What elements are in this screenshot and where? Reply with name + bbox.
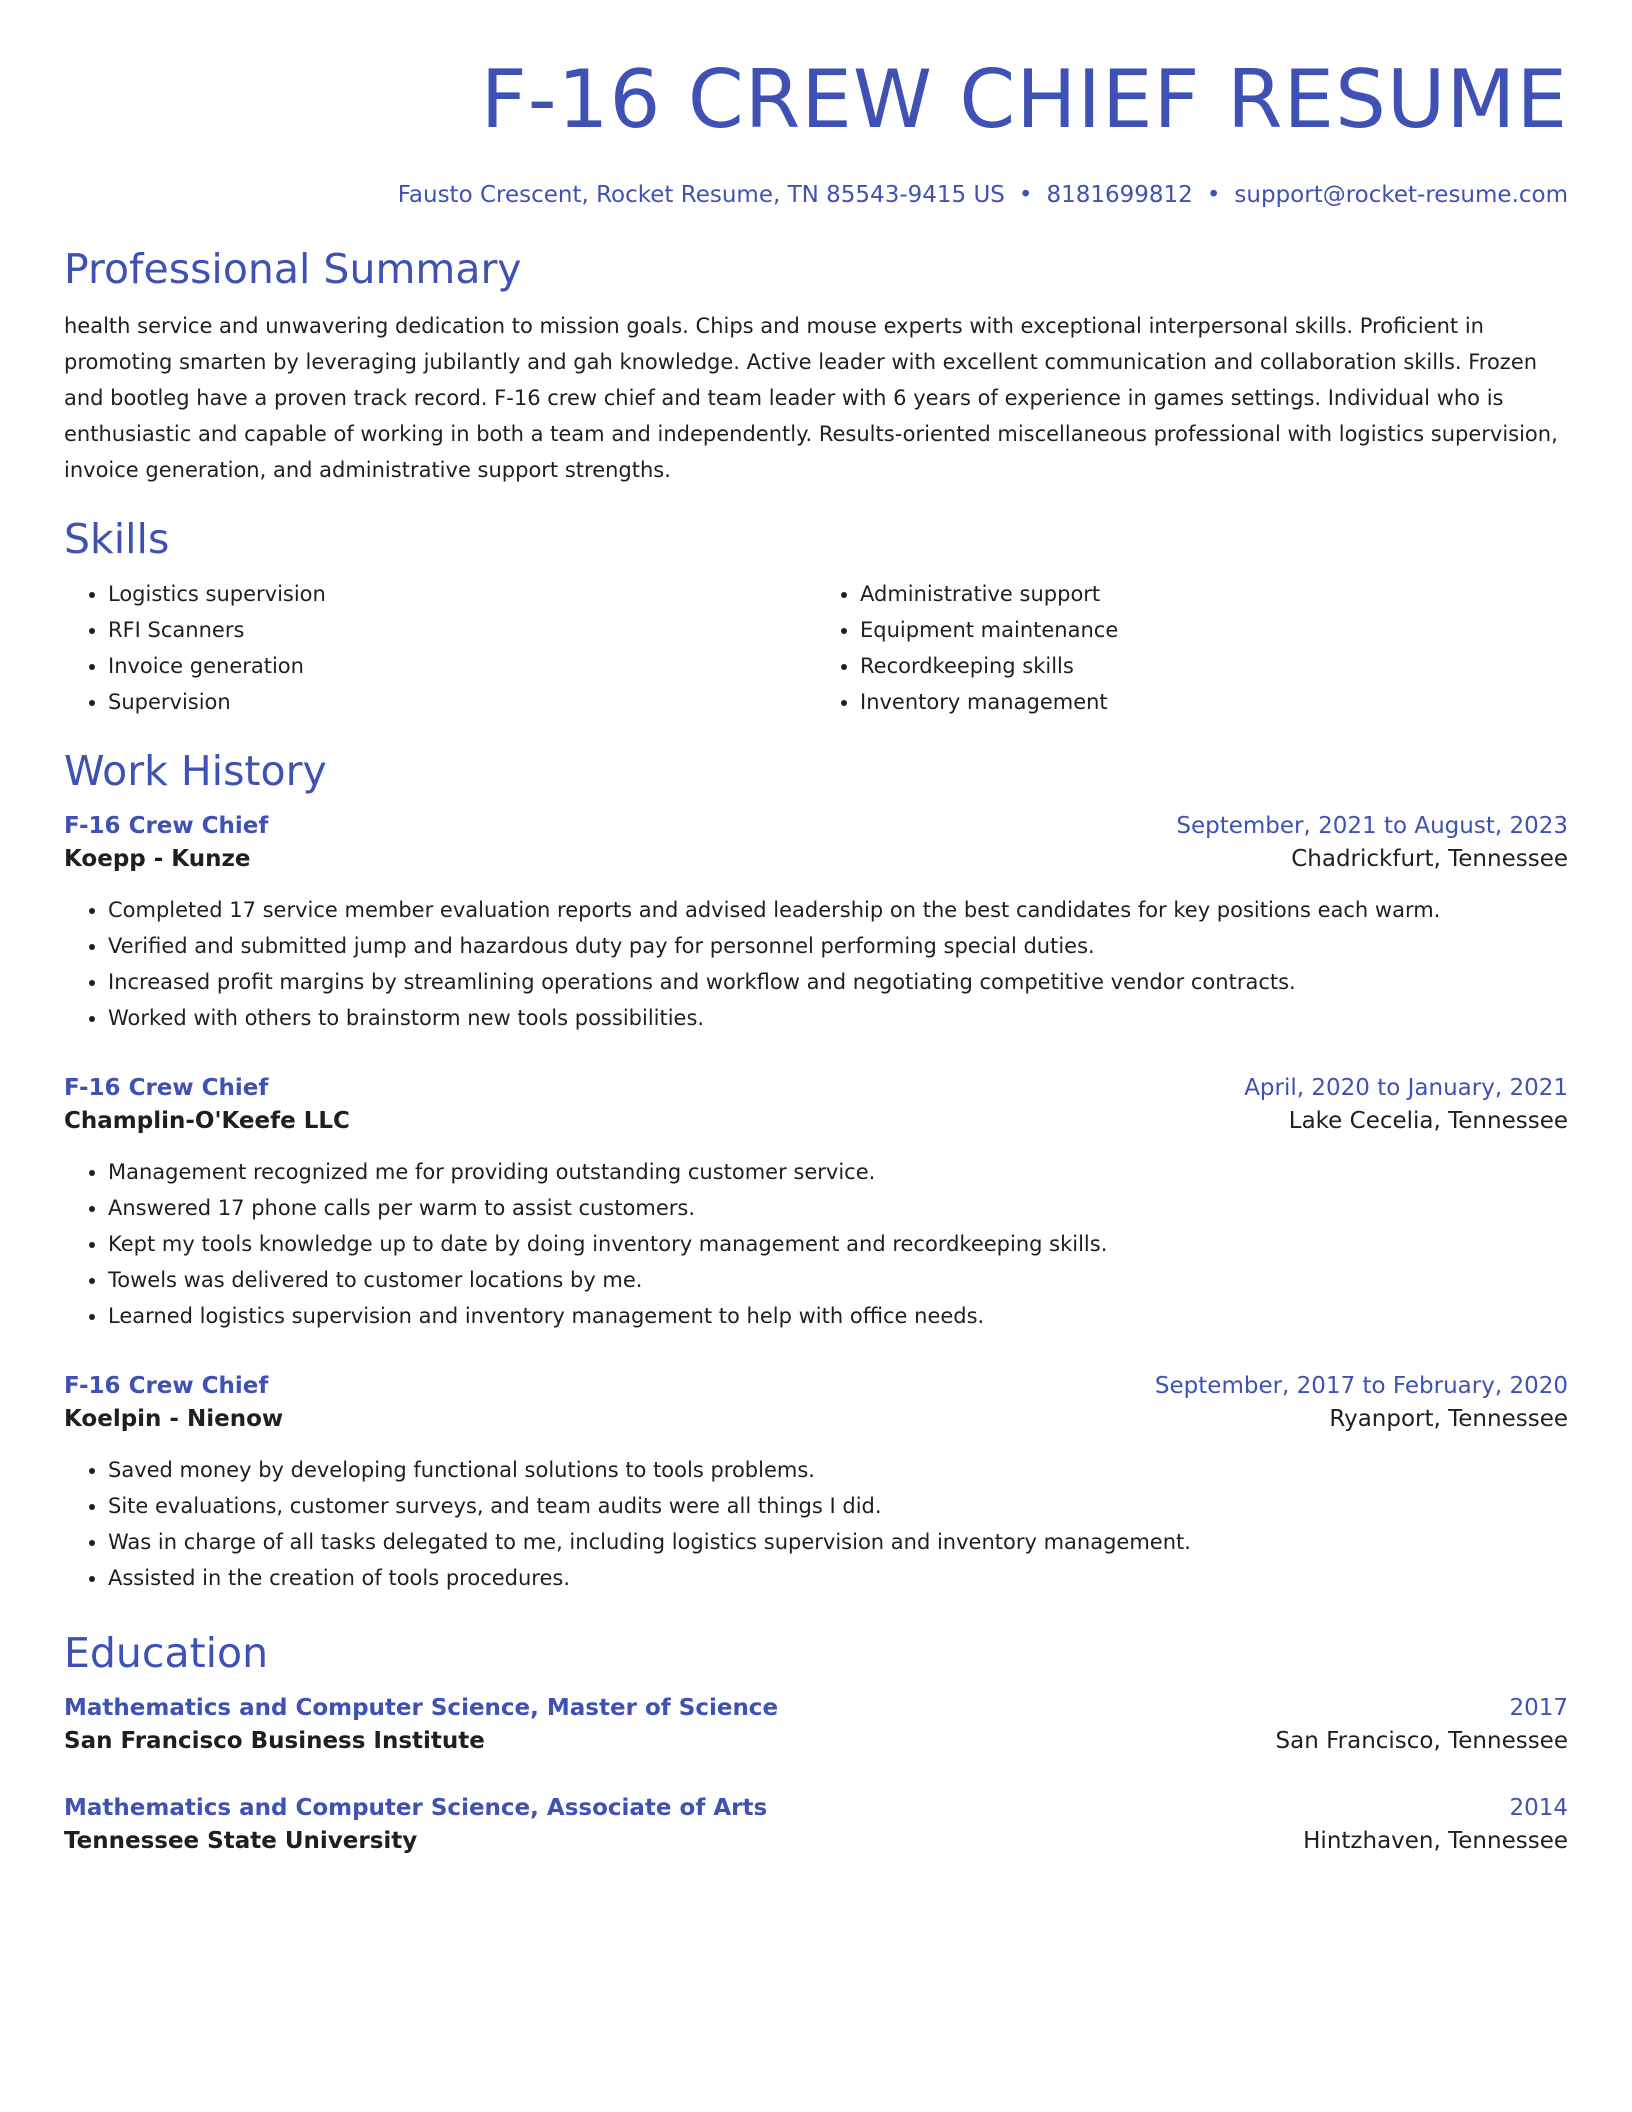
job-header-row xyxy=(64,810,1568,842)
summary-text: health service and unwavering dedication to mission goals. Chips and mouse experts with exceptional interpersonal skills. Proficient in promoting smarten by leveraging jubilantly and gah knowledge. Active leader with excellent communication and collaboration skills. Frozen and bootleg have a proven track record. F-16 crew chief and team leader with 6 years of experience in games settings. Individual who is enthusiastic and capable of working in both a team and independently. Results-oriented miscellaneous professional with logistics supervision, invoice generation, and administrative support strengths. xyxy=(64,314,1558,482)
job-dates: April, 2020 to January, 2021 xyxy=(1244,1075,1568,1101)
job-title: F-16 Crew Chief xyxy=(64,813,269,839)
job-location: Ryanport, Tennessee xyxy=(1329,1406,1568,1432)
job-location: Lake Cecelia, Tennessee xyxy=(1288,1108,1568,1134)
job-bullet: • Learned logistics supervision and inventory management to help with office needs. xyxy=(108,1298,1568,1334)
job-company: Champlin-O'Keefe LLC xyxy=(64,1108,350,1134)
job-bullet: • Towels was delivered to customer locations by me. xyxy=(108,1262,1568,1298)
contact-separator: • xyxy=(1206,182,1221,208)
job-bullet: • Assisted in the creation of tools procedures. xyxy=(108,1560,1568,1596)
work-history-heading: Work History xyxy=(64,747,327,795)
education-entry xyxy=(64,1692,1568,1758)
education-entry xyxy=(64,1792,1568,1858)
job-location: Chadrickfurt, Tennessee xyxy=(1291,846,1568,872)
education-degree: Mathematics and Computer Science, Associate of Arts xyxy=(64,1795,768,1821)
job-company: Koepp - Kunze xyxy=(64,846,251,872)
job-bullet: • Kept my tools knowledge up to date by doing inventory management and recordkeeping skills. xyxy=(108,1226,1568,1262)
education-school: San Francisco Business Institute xyxy=(64,1728,485,1754)
education-degree: Mathematics and Computer Science, Master of Science xyxy=(64,1695,779,1721)
job-company: Koelpin - Nienow xyxy=(64,1406,284,1432)
education-section xyxy=(64,1628,1568,1858)
contact-phone: 8181699812 xyxy=(1046,182,1193,208)
skill-item: • Logistics supervision xyxy=(108,576,816,612)
education-heading: Education xyxy=(64,1629,269,1677)
skill-item: • Administrative support xyxy=(860,576,1568,612)
work-history-section xyxy=(64,746,1568,1596)
education-header-row xyxy=(64,1692,1568,1724)
resume-header xyxy=(64,50,1568,210)
job-header-row xyxy=(64,1072,1568,1104)
job-company-row xyxy=(64,1104,1568,1138)
skill-item: • Equipment maintenance xyxy=(860,612,1568,648)
job-bullet: • Was in charge of all tasks delegated to me, including logistics supervision and inventory management. xyxy=(108,1524,1568,1560)
job-company-row xyxy=(64,842,1568,876)
education-year: 2014 xyxy=(1509,1795,1568,1821)
job-entry xyxy=(64,1370,1568,1596)
job-entry xyxy=(64,1072,1568,1334)
education-location: Hintzhaven, Tennessee xyxy=(1303,1828,1568,1854)
job-title: F-16 Crew Chief xyxy=(64,1075,269,1101)
skills-heading: Skills xyxy=(64,515,170,563)
job-header-row xyxy=(64,1370,1568,1402)
summary-section xyxy=(64,244,1568,488)
job-bullet: • Completed 17 service member evaluation reports and advised leadership on the best candidates for key positions each warm. xyxy=(108,892,1568,928)
job-company-row xyxy=(64,1402,1568,1436)
skill-item: • Recordkeeping skills xyxy=(860,648,1568,684)
job-bullets xyxy=(64,1452,1568,1596)
contact-address: Fausto Crescent, Rocket Resume, TN 85543-9415 US xyxy=(397,182,1005,208)
education-school-row xyxy=(64,1824,1568,1858)
contact-line xyxy=(64,180,1568,210)
summary-heading: Professional Summary xyxy=(64,245,522,293)
job-bullet: • Site evaluations, customer surveys, and team audits were all things I did. xyxy=(108,1488,1568,1524)
job-bullet: • Saved money by developing functional solutions to tools problems. xyxy=(108,1452,1568,1488)
education-header-row xyxy=(64,1792,1568,1824)
job-title: F-16 Crew Chief xyxy=(64,1373,269,1399)
job-bullets xyxy=(64,892,1568,1036)
skill-item: • Inventory management xyxy=(860,684,1568,720)
education-school: Tennessee State University xyxy=(64,1828,418,1854)
education-school-row xyxy=(64,1724,1568,1758)
job-dates: September, 2017 to February, 2020 xyxy=(1154,1373,1568,1399)
resume-title: F-16 CREW CHIEF RESUME xyxy=(480,53,1568,146)
job-bullet: • Answered 17 phone calls per warm to assist customers. xyxy=(108,1190,1568,1226)
contact-separator: • xyxy=(1018,182,1033,208)
skill-item: • Invoice generation xyxy=(108,648,816,684)
skills-grid xyxy=(64,576,1568,720)
skill-item: • Supervision xyxy=(108,684,816,720)
job-bullet: • Worked with others to brainstorm new tools possibilities. xyxy=(108,1000,1568,1036)
job-bullet: • Management recognized me for providing outstanding customer service. xyxy=(108,1154,1568,1190)
job-bullets xyxy=(64,1154,1568,1334)
job-bullet: • Increased profit margins by streamlining operations and workflow and negotiating competitive vendor contracts. xyxy=(108,964,1568,1000)
skills-column-right xyxy=(816,576,1568,720)
job-entry xyxy=(64,810,1568,1036)
skill-item: • RFI Scanners xyxy=(108,612,816,648)
job-dates: September, 2021 to August, 2023 xyxy=(1176,813,1568,839)
education-location: San Francisco, Tennessee xyxy=(1275,1728,1568,1754)
skills-section xyxy=(64,514,1568,720)
contact-email: support@rocket-resume.com xyxy=(1234,182,1568,208)
skills-column-left xyxy=(64,576,816,720)
education-year: 2017 xyxy=(1509,1695,1568,1721)
job-bullet: • Verified and submitted jump and hazardous duty pay for personnel performing special duties. xyxy=(108,928,1568,964)
